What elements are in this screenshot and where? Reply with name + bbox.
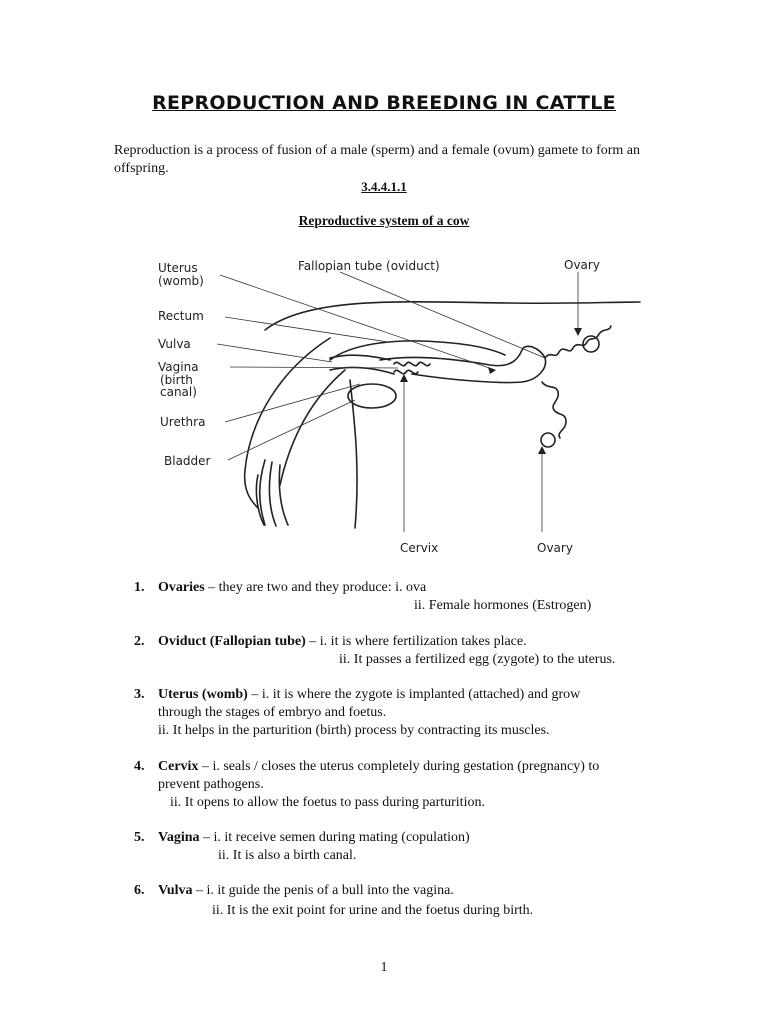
item-line: prevent pathogens. [158, 777, 264, 792]
item-number: 6. [134, 883, 145, 898]
bladder-shape [348, 384, 396, 408]
body-curve-inner [280, 370, 345, 485]
vagina-tube [330, 355, 394, 374]
reproductive-system-diagram [150, 250, 645, 560]
pointer-bladder [228, 400, 355, 460]
label-urethra: Urethra [160, 415, 206, 429]
item-text: – i. it is where fertilization takes place. [309, 634, 527, 649]
spine-line [265, 302, 640, 330]
arrowhead-ovary-bottom [538, 446, 546, 454]
item-line: ii. It opens to allow the foetus to pass during parturition. [170, 795, 485, 810]
label-canal: canal) [160, 385, 197, 399]
cervix-rings [394, 362, 430, 365]
label-fallopian-tube: Fallopian tube (oviduct) [298, 259, 440, 273]
item-text: – they are two and they produce: i. ova [208, 580, 427, 595]
pointer-rectum [225, 317, 388, 342]
item-number: 4. [134, 759, 145, 774]
item-line: ii. It is the exit point for urine and the foetus during birth. [212, 903, 534, 918]
pointer-vagina [230, 367, 398, 368]
label-ovary-bottom: Ovary [537, 541, 573, 555]
item-line [158, 882, 454, 900]
item-term: Cervix [158, 759, 199, 774]
pointer-urethra [225, 384, 360, 422]
arrowhead-fallopian [488, 367, 496, 374]
ovary-lower-shape [541, 433, 555, 447]
page-title: REPRODUCTION AND BREEDING IN CATTLE [152, 92, 616, 114]
section-number: 3.4.4.1.1 [361, 179, 407, 194]
item-text: – i. seals / closes the uterus completely during gestation (pregnancy) to [201, 759, 600, 774]
pointer-vulva [217, 344, 332, 362]
item-term: Vagina [158, 830, 200, 845]
item-line: ii. It helps in the parturition (birth) process by contracting its muscles. [158, 723, 550, 738]
item-text: – i. it receive semen during mating (copulation) [203, 830, 470, 845]
arrowhead-cervix [400, 374, 408, 382]
item-text: – i. it is where the zygote is implanted (attached) and grow [251, 687, 581, 702]
item-line: ii. It is also a birth canal. [218, 848, 357, 863]
oviduct-lower [542, 382, 566, 438]
item-line: through the stages of embryo and foetus. [158, 705, 387, 720]
label-vulva: Vulva [158, 337, 191, 351]
item-number: 5. [134, 830, 145, 845]
label-birth: (birth [160, 373, 193, 387]
page-number: 1 [380, 960, 388, 975]
diagram-svg [150, 250, 645, 560]
label-womb: (womb) [158, 274, 204, 288]
item-term: Vulva [158, 883, 193, 898]
item-line: ii. It passes a fertilized egg (zygote) to the uterus. [339, 652, 616, 667]
item-line [158, 758, 599, 776]
item-line [158, 633, 527, 651]
label-ovary-top: Ovary [564, 258, 600, 272]
label-vagina: Vagina [158, 360, 199, 374]
item-term: Ovaries [158, 580, 205, 595]
item-line [158, 829, 470, 847]
item-text: – i. it guide the penis of a bull into the vagina. [196, 883, 454, 898]
item-line [158, 579, 426, 597]
label-bladder: Bladder [164, 454, 211, 468]
intro-paragraph: Reproduction is a process of fusion of a male (sperm) and a female (ovum) gamete to form an offspring. [114, 143, 640, 176]
label-uterus: Uterus [158, 261, 198, 275]
item-number: 3. [134, 687, 145, 702]
item-line: ii. Female hormones (Estrogen) [414, 598, 592, 613]
item-number: 2. [134, 634, 145, 649]
item-line [158, 686, 580, 704]
item-term: Uterus (womb) [158, 687, 248, 702]
diagram-title: Reproductive system of a cow [298, 213, 470, 228]
item-term: Oviduct (Fallopian tube) [158, 634, 306, 649]
label-rectum: Rectum [158, 309, 204, 323]
arrowhead-ovary-top [574, 328, 582, 336]
item-number: 1. [134, 580, 145, 595]
label-cervix: Cervix [400, 541, 439, 555]
